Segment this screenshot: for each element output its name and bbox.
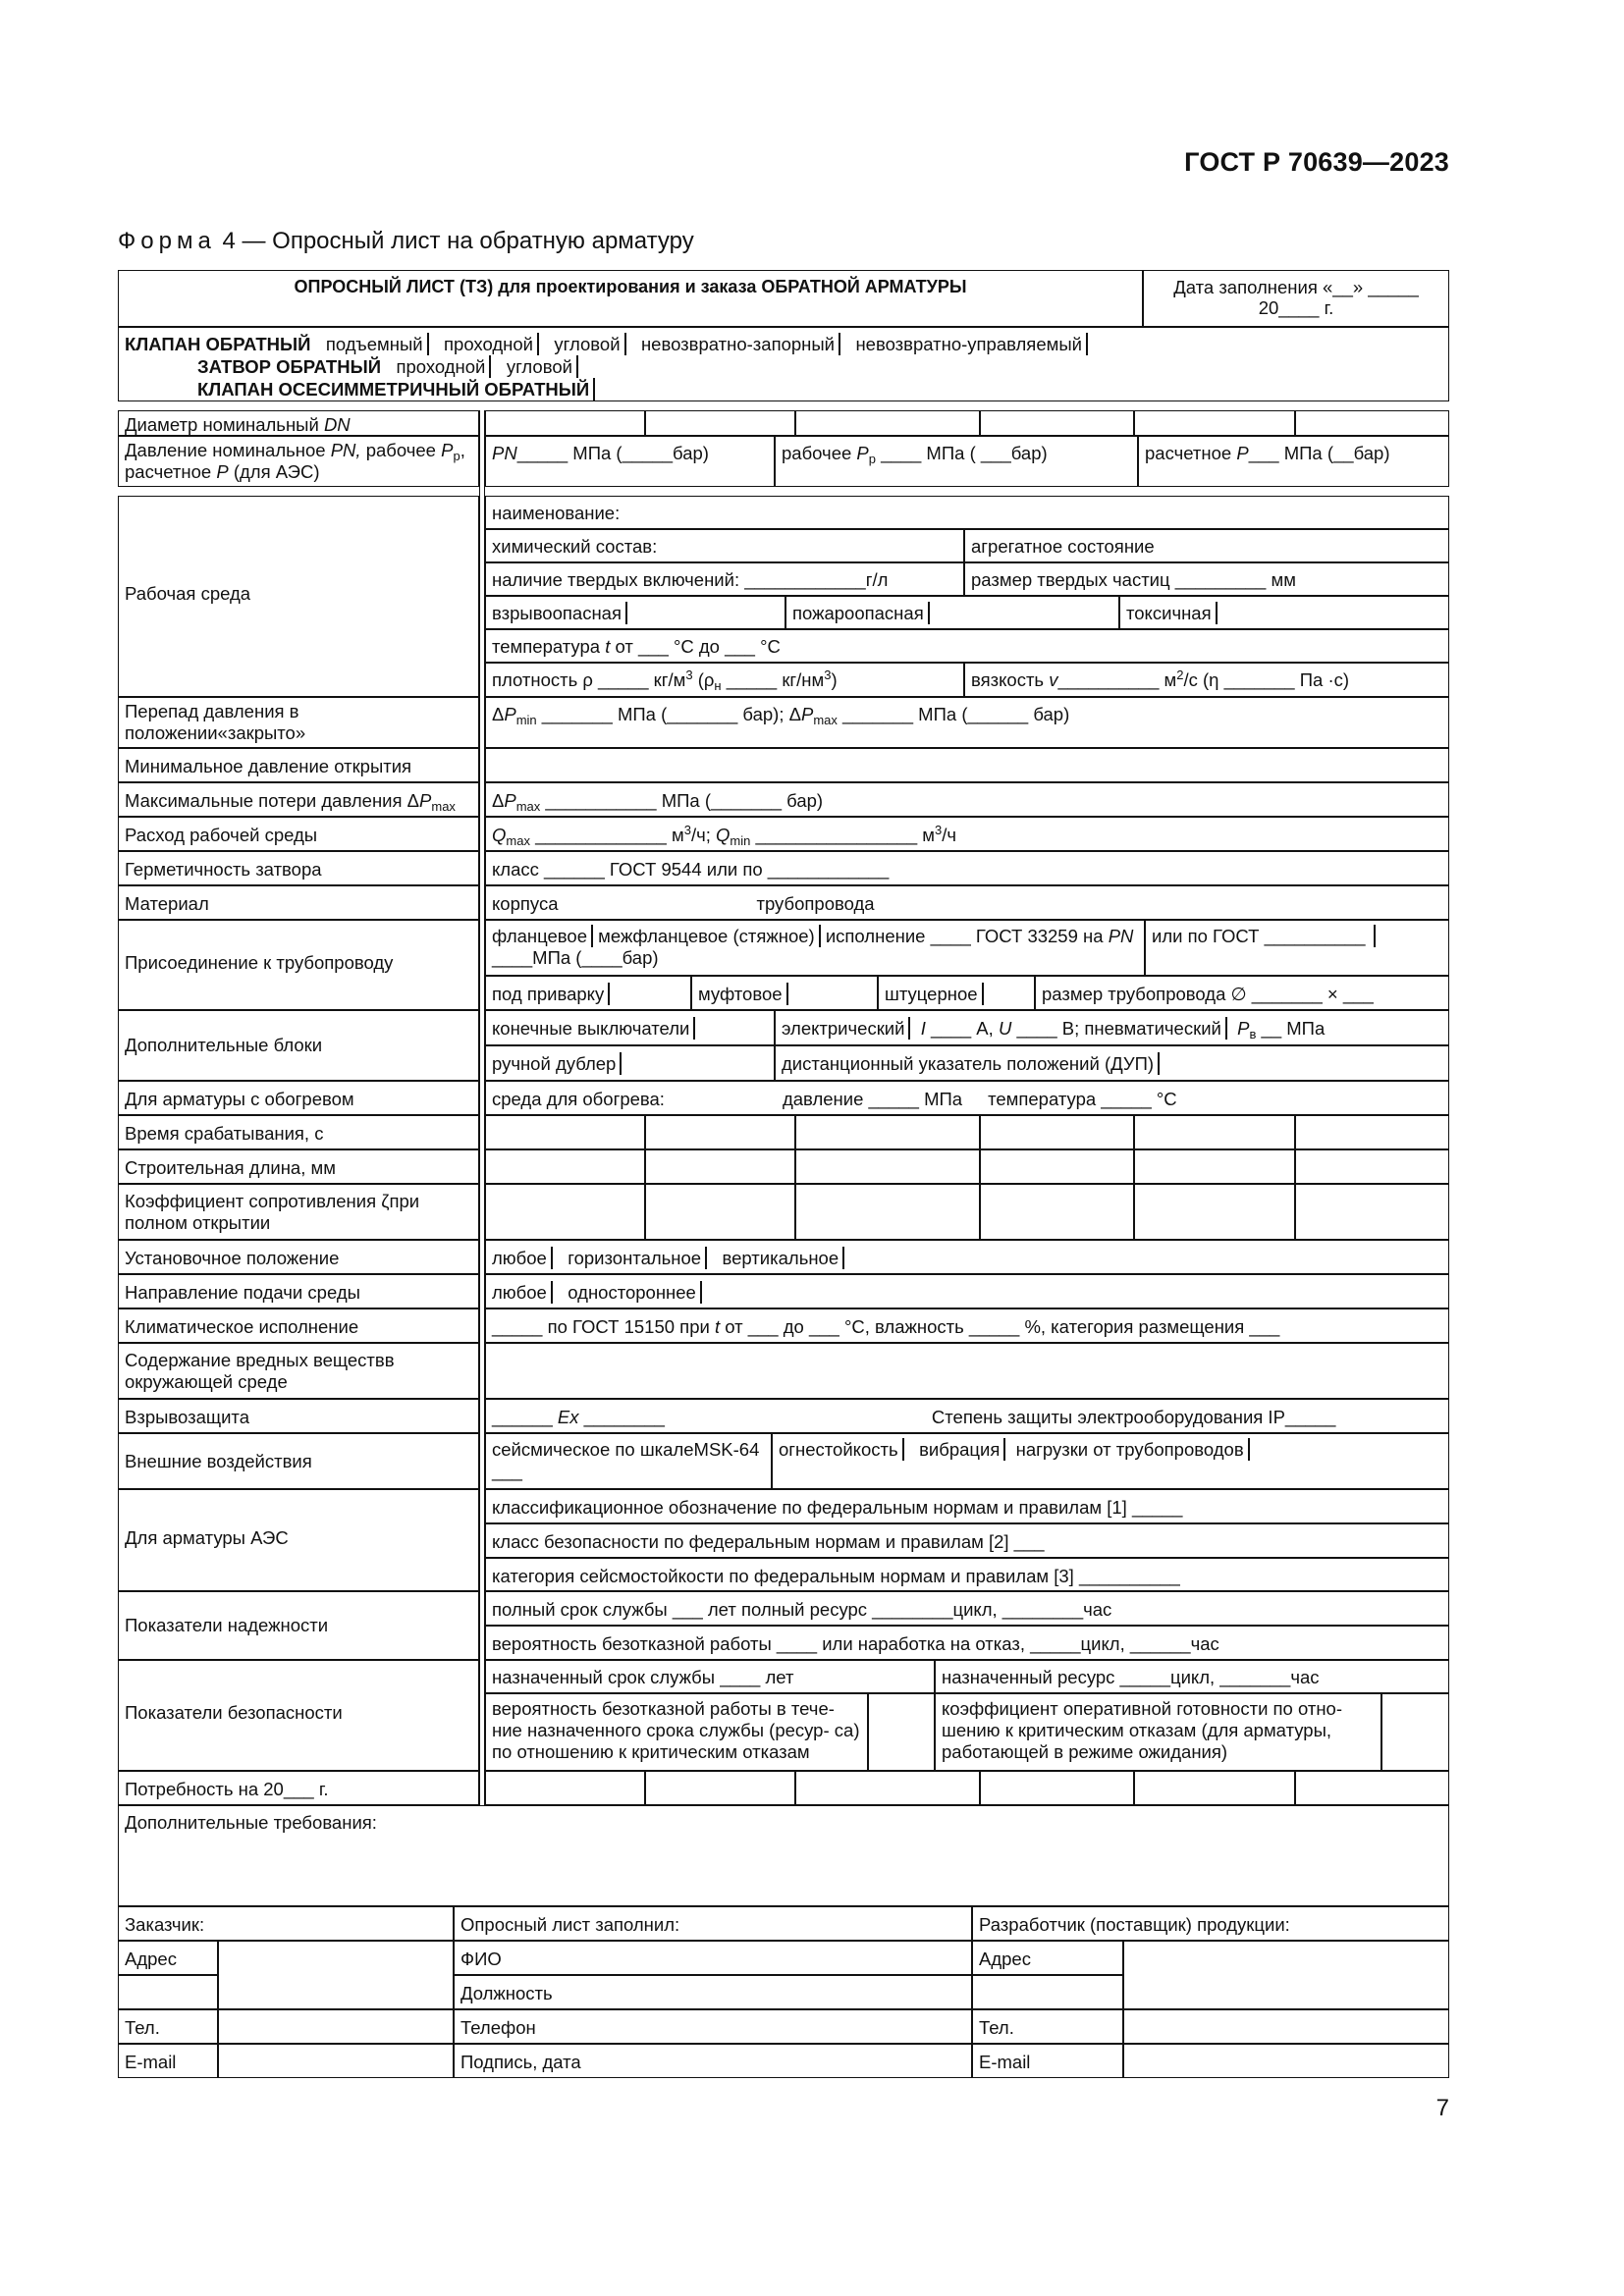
zeta-cell[interactable]: [485, 1184, 645, 1240]
safety-readiness-label: коэффициент оперативной готовности по отно- шению к критическим отказам (для арматуры, работающей в режиме ожидания): [935, 1693, 1381, 1771]
additional-requirements[interactable]: Дополнительные требования:: [118, 1805, 1449, 1906]
title-line-1: ОПРОСНЫЙ ЛИСТ: [294, 277, 455, 296]
klapan-opt-stop: невозвратно-запорный: [640, 334, 836, 354]
length-cell[interactable]: [795, 1149, 980, 1184]
checkbox[interactable]: [902, 1438, 904, 1461]
pressure-working[interactable]: рабочее $P_р$ ____ МПа ( ___бар): [775, 436, 1138, 487]
length-cell[interactable]: [1134, 1149, 1295, 1184]
klapan-opt-straight: проходной: [444, 334, 533, 354]
checkbox[interactable]: [625, 602, 627, 624]
standard-number: ГОСТ Р 70639—2023: [1184, 147, 1449, 177]
checkbox[interactable]: [620, 1052, 622, 1075]
blocks-limit[interactable]: конечные выключатели: [485, 1010, 775, 1045]
external-other[interactable]: огнестойкость вибрация нагрузки от трубопроводов: [772, 1433, 1449, 1489]
developer-tel-value[interactable]: [1123, 2009, 1449, 2044]
customer-tel-label: Тел.: [118, 2009, 218, 2044]
direction-value[interactable]: любое одностороннее: [485, 1274, 1449, 1308]
pressure-design[interactable]: расчетное P___ МПа (__бар): [1138, 436, 1449, 487]
label-pressure: Давление номинальное PN, рабочее $P_р$, расчетное P (для АЭС): [118, 436, 479, 487]
heated-value[interactable]: среда для обогрева: давление _____ МПа температура _____ °С: [485, 1081, 1449, 1115]
checkbox[interactable]: [1216, 602, 1218, 624]
medium-explosive[interactable]: взрывоопасная: [485, 596, 785, 629]
climate-value[interactable]: _____ по ГОСТ 15150 при t от ___ до ___ °С, влажность _____ %, категория размещения ___: [485, 1308, 1449, 1343]
dn-value-cell[interactable]: [980, 410, 1134, 436]
label-direction: Направление подачи среды: [118, 1274, 479, 1308]
dn-value-cell[interactable]: [1134, 410, 1295, 436]
label-external: Внешние воздействия: [118, 1433, 479, 1489]
checkbox[interactable]: [705, 1247, 707, 1269]
blocks-manual[interactable]: ручной дублер: [485, 1045, 775, 1081]
developer-address-label: Адрес: [972, 1941, 1123, 1975]
label-harmful: Содержание вредных веществв окружающей среде: [118, 1343, 479, 1399]
developer-address-extra: [972, 1975, 1123, 2009]
harmful-value[interactable]: [485, 1343, 1449, 1399]
label-zeta: Коэффициент сопротивления ζпри полном открытии: [118, 1184, 479, 1240]
form-title: [118, 270, 1143, 327]
label-dp-closed: Перепад давления в положении«закрыто»: [118, 697, 479, 748]
demand-cell[interactable]: [980, 1771, 1134, 1805]
checkbox[interactable]: [489, 355, 491, 378]
dn-value-cell[interactable]: [1295, 410, 1449, 436]
label-explosion: Взрывозащита: [118, 1399, 479, 1433]
klapan-row: [125, 333, 1442, 355]
checkbox[interactable]: [1158, 1052, 1160, 1075]
tightness-value[interactable]: класс ______ ГОСТ 9544 или по ____________: [485, 851, 1449, 885]
checkbox[interactable]: [842, 1247, 844, 1269]
dn-value-cell[interactable]: [485, 410, 645, 436]
safety-probability-value[interactable]: [868, 1693, 935, 1771]
klapan-opt-lift: подъемный: [325, 334, 423, 354]
safety-readiness-value[interactable]: [1381, 1693, 1449, 1771]
checkbox[interactable]: [624, 333, 626, 355]
label-reliability: Показатели надежности: [118, 1591, 479, 1660]
checkbox[interactable]: [982, 983, 984, 1005]
dn-value-cell[interactable]: [795, 410, 980, 436]
safety-life[interactable]: назначенный срок службы ____ лет: [485, 1660, 935, 1693]
klapan-label: КЛАПАН ОБРАТНЫЙ: [125, 334, 311, 354]
zeta-cell[interactable]: [1134, 1184, 1295, 1240]
checkbox[interactable]: [1225, 1017, 1227, 1040]
klapan-opt-angle: угловой: [554, 334, 621, 354]
medium-toxic[interactable]: токсичная: [1119, 596, 1449, 629]
customer-tel-value[interactable]: [218, 2009, 454, 2044]
form-caption-word: Форма: [118, 228, 216, 254]
connection-stud[interactable]: штуцерное: [878, 976, 1035, 1010]
zatvor-opt-straight: проходной: [396, 356, 486, 377]
npp-seismic-category[interactable]: категория сейсмостойкости по федеральным нормам и правилам [3] __________: [485, 1558, 1449, 1591]
label-climate: Климатическое исполнение: [118, 1308, 479, 1343]
title-line-2: (ТЗ) для проектирования и заказа ОБРАТНОЙ АРМАТУРЫ: [459, 277, 967, 296]
label-min-open: Минимальное давление открытия: [118, 748, 479, 782]
demand-cell[interactable]: [485, 1771, 645, 1805]
medium-density[interactable]: плотность ρ _____ $кг/м^3$ ($\rho_н$ _____ $кг/нм^3$): [485, 663, 964, 697]
label-npp: Для арматуры АЭС: [118, 1489, 479, 1591]
label-length: Строительная длина, мм: [118, 1149, 479, 1184]
fill-date-label: Дата заполнения: [1173, 277, 1318, 297]
dp-closed-value[interactable]: $\Delta P_{min}$ _______ МПа (_______ бар); $\Delta P_{max}$ _______ МПа (______ бар): [485, 697, 1449, 748]
material-value[interactable]: корпуса трубопровода: [485, 885, 1449, 920]
fill-date-line: «__» _____ 20____ г.: [1258, 277, 1419, 318]
checkbox[interactable]: [1003, 1438, 1005, 1461]
page-number: 7: [1435, 2095, 1449, 2121]
phone-field[interactable]: Телефон: [454, 2009, 972, 2044]
safety-resource[interactable]: назначенный ресурс _____цикл, _______час: [935, 1660, 1449, 1693]
label-response: Время срабатывания, с: [118, 1115, 479, 1149]
checkbox[interactable]: [551, 1247, 553, 1269]
label-max-loss: Максимальные потери давления $\Delta P_{max}$: [118, 782, 479, 817]
developer-email-label: E-mail: [972, 2044, 1123, 2078]
label-connection: Присоединение к трубопроводу: [118, 920, 479, 1010]
length-cell[interactable]: [645, 1149, 795, 1184]
reliability-life[interactable]: полный срок службы ___ лет полный ресурс ________цикл, ________час: [485, 1591, 1449, 1626]
medium-temperature[interactable]: температура t от ___ °С до ___ °С: [485, 629, 1449, 663]
developer-address-value[interactable]: [1123, 1941, 1449, 2009]
demand-cell[interactable]: [795, 1771, 980, 1805]
length-cell[interactable]: [980, 1149, 1134, 1184]
filled-by-header: Опросный лист заполнил:: [454, 1906, 972, 1941]
max-loss-value[interactable]: $\Delta P_{max}$ ___________ МПа (_______ бар): [485, 782, 1449, 817]
label-install: Установочное положение: [118, 1240, 479, 1274]
checkbox[interactable]: [786, 983, 788, 1005]
checkbox[interactable]: [908, 1017, 910, 1040]
osesim-row: [125, 378, 1442, 400]
npp-classification[interactable]: классификационное обозначение по федеральным нормам и правилам [1] _____: [485, 1489, 1449, 1523]
length-cell[interactable]: [485, 1149, 645, 1184]
medium-chem[interactable]: химический состав:: [485, 529, 964, 562]
customer-email-label: E-mail: [118, 2044, 218, 2078]
medium-viscosity[interactable]: вязкость v__________ $м^2/с$ (η _______ Па ·с): [964, 663, 1449, 697]
developer-tel-label: Тел.: [972, 2009, 1123, 2044]
label-flow: Расход рабочей среды: [118, 817, 479, 851]
label-medium: Рабочая среда: [118, 496, 479, 697]
zeta-cell[interactable]: [980, 1184, 1134, 1240]
checkbox[interactable]: [576, 355, 578, 378]
developer-header: Разработчик (поставщик) продукции:: [972, 1906, 1449, 1941]
connection-pipe-size[interactable]: размер трубопровода ∅ _______ × ___: [1035, 976, 1449, 1010]
customer-email-value[interactable]: [218, 2044, 454, 2078]
medium-solids[interactable]: наличие твердых включений: ____________г/л: [485, 562, 964, 596]
medium-fire[interactable]: пожароопасная: [785, 596, 1119, 629]
install-value[interactable]: любое горизонтальное вертикальное: [485, 1240, 1449, 1274]
min-open-value[interactable]: [485, 748, 1449, 782]
label-demand: Потребность на 20___ г.: [118, 1771, 479, 1805]
zeta-cell[interactable]: [795, 1184, 980, 1240]
position-field[interactable]: Должность: [454, 1975, 972, 2009]
medium-aggregate[interactable]: агрегатное состояние: [964, 529, 1449, 562]
fio-field[interactable]: ФИО: [454, 1941, 972, 1975]
response-cell[interactable]: [980, 1115, 1134, 1149]
medium-name[interactable]: наименование:: [485, 496, 1449, 529]
form-caption: [118, 228, 694, 255]
label-tightness: Герметичность затвора: [118, 851, 479, 885]
checkbox[interactable]: [1086, 333, 1088, 355]
label-dn: Диаметр номинальный DN: [118, 410, 479, 436]
npp-safety-class[interactable]: класс безопасности по федеральным нормам и правилам [2] ___: [485, 1523, 1449, 1558]
response-cell[interactable]: [645, 1115, 795, 1149]
checkbox[interactable]: [608, 983, 610, 1005]
checkbox[interactable]: [1248, 1438, 1250, 1461]
checkbox[interactable]: [551, 1281, 553, 1304]
demand-cell[interactable]: [645, 1771, 795, 1805]
demand-cell[interactable]: [1134, 1771, 1295, 1805]
fill-date[interactable]: [1143, 270, 1449, 327]
response-cell[interactable]: [1134, 1115, 1295, 1149]
customer-address-extra: [118, 1975, 218, 2009]
external-seismic[interactable]: сейсмическое по шкалеMSK-64 ___: [485, 1433, 772, 1489]
klapan-opt-controlled: невозвратно-управляемый: [855, 334, 1082, 354]
valve-type-section: [118, 327, 1449, 401]
checkbox[interactable]: [839, 333, 840, 355]
response-cell[interactable]: [485, 1115, 645, 1149]
response-cell[interactable]: [1295, 1115, 1449, 1149]
connection-coupling[interactable]: муфтовое: [691, 976, 878, 1010]
customer-address-value[interactable]: [218, 1941, 454, 2009]
connection-type[interactable]: фланцевое межфланцевое (стяжное) исполнение ____ ГОСТ 33259 на PN ____МПа (____бар): [485, 920, 1145, 976]
pressure-pn[interactable]: PN_____ МПа (_____бар): [485, 436, 775, 487]
checkbox[interactable]: [819, 925, 821, 947]
label-safety: Показатели безопасности: [118, 1660, 479, 1771]
zatvor-label: ЗАТВОР ОБРАТНЫЙ: [197, 356, 382, 377]
zeta-cell[interactable]: [1295, 1184, 1449, 1240]
checkbox[interactable]: [427, 333, 429, 355]
label-heated: Для арматуры с обогревом: [118, 1081, 479, 1115]
explosion-value[interactable]: ______ Ex ________ Степень защиты электрооборудования IP_____: [485, 1399, 1449, 1433]
checkbox[interactable]: [928, 602, 930, 624]
response-cell[interactable]: [795, 1115, 980, 1149]
connection-or-gost[interactable]: или по ГОСТ __________: [1145, 920, 1449, 976]
blocks-remote[interactable]: дистанционный указатель положений (ДУП): [775, 1045, 1449, 1081]
signature-field[interactable]: Подпись, дата: [454, 2044, 972, 2078]
checkbox[interactable]: [593, 378, 595, 400]
checkbox[interactable]: [537, 333, 539, 355]
flow-value[interactable]: $Q_{max}$ _____________ $м^3/ч$; $Q_{min}$ ________________ $м^3/ч$: [485, 817, 1449, 851]
customer-header: Заказчик:: [118, 1906, 454, 1941]
dn-value-cell[interactable]: [645, 410, 795, 436]
medium-particles[interactable]: размер твердых частиц _________ мм: [964, 562, 1449, 596]
checkbox[interactable]: [1374, 925, 1376, 947]
label-material: Материал: [118, 885, 479, 920]
developer-email-value[interactable]: [1123, 2044, 1449, 2078]
customer-address-label: Адрес: [118, 1941, 218, 1975]
reliability-mtbf[interactable]: вероятность безотказной работы ____ или наработка на отказ, _____цикл, ______час: [485, 1626, 1449, 1660]
checkbox[interactable]: [693, 1017, 695, 1040]
checkbox[interactable]: [700, 1281, 702, 1304]
label-extra-blocks: Дополнительные блоки: [118, 1010, 479, 1081]
demand-cell[interactable]: [1295, 1771, 1449, 1805]
safety-probability-label: вероятность безотказной работы в тече- ние назначенного срока службы (ресур- са) по отношению к критическим отказам: [485, 1693, 868, 1771]
form-caption-rest: 4 — Опросный лист на обратную арматуру: [215, 228, 694, 254]
zatvor-opt-angle: угловой: [506, 356, 572, 377]
osesim-label: КЛАПАН ОСЕСИММЕТРИЧНЫЙ ОБРАТНЫЙ: [197, 379, 590, 400]
blocks-drive[interactable]: электрический I ____ А, U ____ В; пневматический $P_в$ __ МПа: [775, 1010, 1449, 1045]
length-cell[interactable]: [1295, 1149, 1449, 1184]
checkbox[interactable]: [591, 925, 593, 947]
zeta-cell[interactable]: [645, 1184, 795, 1240]
zatvor-row: [125, 355, 1442, 378]
questionnaire-form: [118, 270, 1449, 2073]
connection-weld[interactable]: под приварку: [485, 976, 691, 1010]
